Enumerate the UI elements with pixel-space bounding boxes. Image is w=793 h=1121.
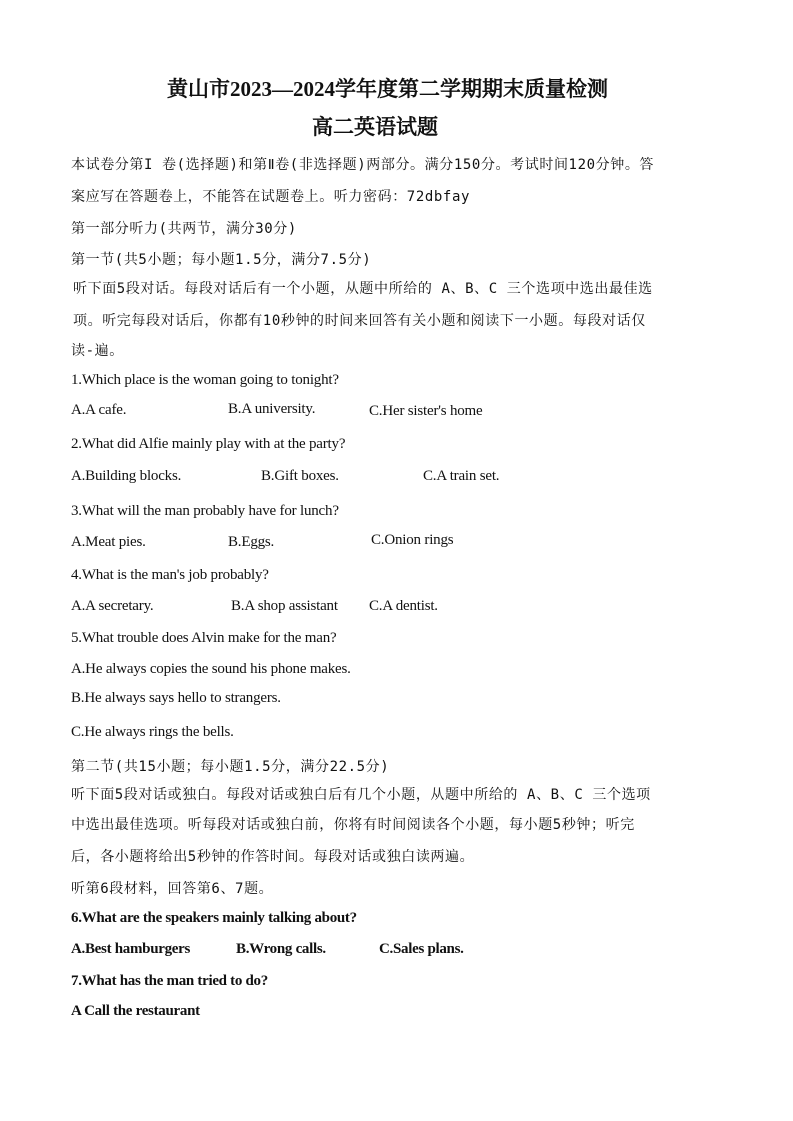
- q1-option-b: B.A university.: [228, 401, 316, 417]
- q6-option-c: C.Sales plans.: [379, 941, 464, 957]
- section1-heading: 第一节(共5小题；每小题1.5分，满分7.5分): [71, 252, 372, 268]
- q3-option-a: A.Meat pies.: [71, 534, 146, 550]
- question-1: 1.Which place is the woman going to tonight?: [71, 372, 339, 388]
- q2-option-a: A.Building blocks.: [71, 468, 182, 484]
- question-2: 2.What did Alfie mainly play with at the party?: [71, 436, 346, 452]
- part1-heading: 第一部分听力(共两节，满分30分): [71, 221, 297, 237]
- q5-option-b: B.He always says hello to strangers.: [71, 690, 281, 706]
- exam-subtitle: 高二英语试题: [312, 115, 438, 139]
- intro-line-1: 本试卷分第I 卷(选择题)和第Ⅱ卷(非选择题)两部分。满分150分。考试时间120分钟。答: [71, 157, 655, 173]
- q1-option-a: A.A cafe.: [71, 402, 127, 418]
- question-7: 7.What has the man tried to do?: [71, 973, 268, 989]
- q5-option-c: C.He always rings the bells.: [71, 724, 234, 740]
- q2-option-c: C.A train set.: [423, 468, 500, 484]
- q6-option-b: B.Wrong calls.: [236, 941, 326, 957]
- q4-option-a: A.A secretary.: [71, 598, 154, 614]
- q4-option-c: C.A dentist.: [369, 598, 438, 614]
- q2-option-b: B.Gift boxes.: [261, 468, 339, 484]
- q3-option-b: B.Eggs.: [228, 534, 275, 550]
- section1-instruction-2: 项。听完每段对话后，你都有10秒钟的时间来回答有关小题和阅读下一小题。每段对话仅: [73, 313, 646, 329]
- question-6: 6.What are the speakers mainly talking about?: [71, 910, 357, 926]
- question-3: 3.What will the man probably have for lunch?: [71, 503, 339, 519]
- q6-option-a: A.Best hamburgers: [71, 941, 191, 957]
- q1-option-c: C.Her sister's home: [369, 403, 483, 419]
- q4-option-b: B.A shop assistant: [231, 598, 338, 614]
- material-6-note: 听第6段材料，回答第6、7题。: [71, 881, 274, 897]
- section2-instruction-1: 听下面5段对话或独白。每段对话或独白后有几个小题，从题中所给的 A、B、C 三个选项: [71, 787, 651, 803]
- section1-instruction-3: 读-遍。: [71, 343, 124, 359]
- section2-instruction-3: 后，各小题将给出5秒钟的作答时间。每段对话或独白读两遍。: [71, 849, 475, 865]
- intro-line-2: 案应写在答题卷上，不能答在试题卷上。听力密码：72dbfay: [71, 189, 470, 205]
- question-5: 5.What trouble does Alvin make for the man?: [71, 630, 337, 646]
- exam-title: 黄山市2023—2024学年度第二学期期末质量检测: [167, 77, 608, 101]
- q3-option-c: C.Onion rings: [371, 532, 454, 548]
- section1-instruction-1: 听下面5段对话。每段对话后有一个小题，从题中所给的 A、B、C 三个选项中选出最佳选: [73, 281, 653, 297]
- section2-heading: 第二节(共15小题；每小题1.5分，满分22.5分): [71, 759, 390, 775]
- question-4: 4.What is the man's job probably?: [71, 567, 269, 583]
- q5-option-a: A.He always copies the sound his phone makes.: [71, 661, 351, 677]
- section2-instruction-2: 中选出最佳选项。听每段对话或独白前，你将有时间阅读各个小题，每小题5秒钟；听完: [71, 817, 635, 833]
- q7-option-a: A Call the restaurant: [71, 1003, 200, 1019]
